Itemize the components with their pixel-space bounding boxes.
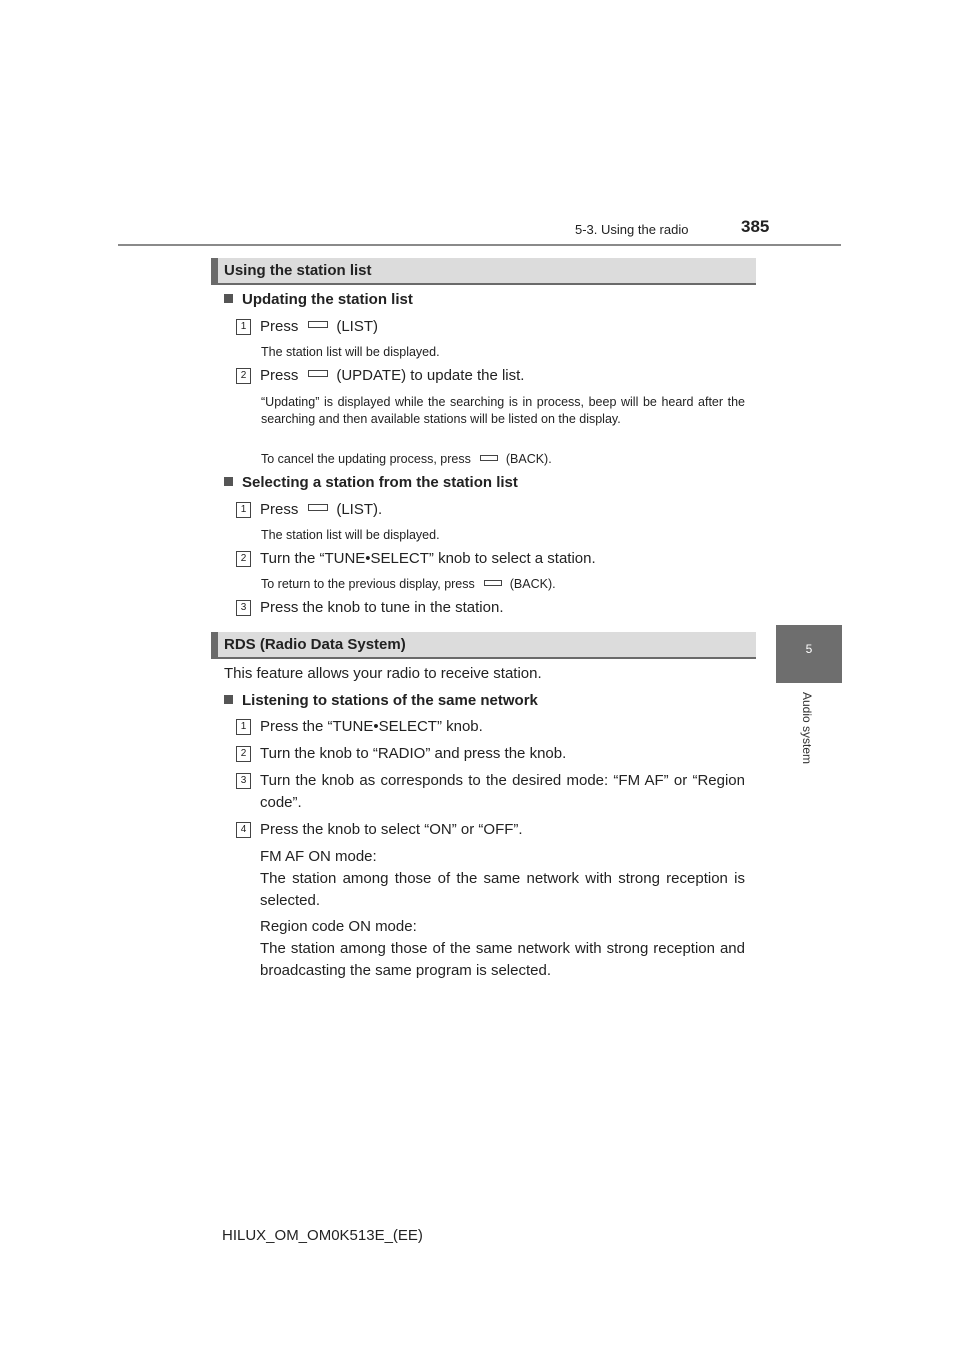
subsection-title-same-network: Listening to stations of the same network xyxy=(224,692,538,709)
square-bullet-icon xyxy=(224,477,233,486)
mode-description: The station among those of the same network with strong reception is selected. xyxy=(260,870,745,909)
button-icon xyxy=(484,580,502,586)
subsection-title-selecting: Selecting a station from the station list xyxy=(224,474,518,491)
step-text: Turn the knob as corresponds to the desired mode: “FM AF” or “Region code”. xyxy=(260,772,745,811)
section-heading: RDS (Radio Data System) xyxy=(224,636,406,653)
section-header-station-list xyxy=(211,258,756,285)
button-icon xyxy=(308,504,328,511)
chapter-label: Audio system xyxy=(800,692,814,765)
step-text: Press (UPDATE) to update the list. xyxy=(260,367,525,384)
step-number: 1 xyxy=(236,719,251,735)
step-number: 4 xyxy=(236,822,251,838)
step-text: Press (LIST). xyxy=(260,501,383,518)
square-bullet-icon xyxy=(224,695,233,704)
cancel-note: To cancel the updating process, press (BACK). xyxy=(261,452,552,466)
step-note: “Updating” is displayed while the searching is in process, beep will be heard after the searching and then available stations will be listed on the display. xyxy=(261,395,745,426)
square-bullet-icon xyxy=(224,294,233,303)
button-icon xyxy=(480,455,498,461)
section-heading: Using the station list xyxy=(224,262,372,279)
step-number: 3 xyxy=(236,600,251,616)
section-title: 5-3. Using the radio xyxy=(575,222,689,237)
chapter-tab xyxy=(776,625,842,683)
step-number: 2 xyxy=(236,746,251,762)
mode-title: Region code ON mode: xyxy=(260,918,417,935)
step-text: Turn the “TUNE•SELECT” knob to select a station. xyxy=(260,550,596,567)
step-note: The station list will be displayed. xyxy=(261,345,440,359)
intro-text: This feature allows your radio to receive station. xyxy=(224,665,542,682)
step-text: Press the knob to select “ON” or “OFF”. xyxy=(260,821,523,838)
button-icon xyxy=(308,370,328,377)
section-header-rds xyxy=(211,632,756,659)
step-text: Press the “TUNE•SELECT” knob. xyxy=(260,718,483,735)
step-note: The station list will be displayed. xyxy=(261,528,440,542)
step-number: 1 xyxy=(236,502,251,518)
mode-title: FM AF ON mode: xyxy=(260,848,377,865)
step-text: Turn the knob to “RADIO” and press the knob. xyxy=(260,745,567,762)
button-icon xyxy=(308,321,328,328)
subsection-title-updating: Updating the station list xyxy=(224,291,413,308)
mode-description: The station among those of the same network with strong reception and broadcasting the same program is selected. xyxy=(260,940,745,979)
return-note: To return to the previous display, press (BACK). xyxy=(261,577,556,591)
step-text: Press the knob to tune in the station. xyxy=(260,599,504,616)
header-divider xyxy=(118,244,841,246)
document-code: HILUX_OM_OM0K513E_(EE) xyxy=(222,1227,423,1244)
step-number: 2 xyxy=(236,551,251,567)
step-number: 3 xyxy=(236,773,251,789)
chapter-number: 5 xyxy=(805,642,813,656)
step-number: 2 xyxy=(236,368,251,384)
page-number: 385 xyxy=(741,217,770,236)
step-text: Press (LIST) xyxy=(260,318,379,335)
step-number: 1 xyxy=(236,319,251,335)
